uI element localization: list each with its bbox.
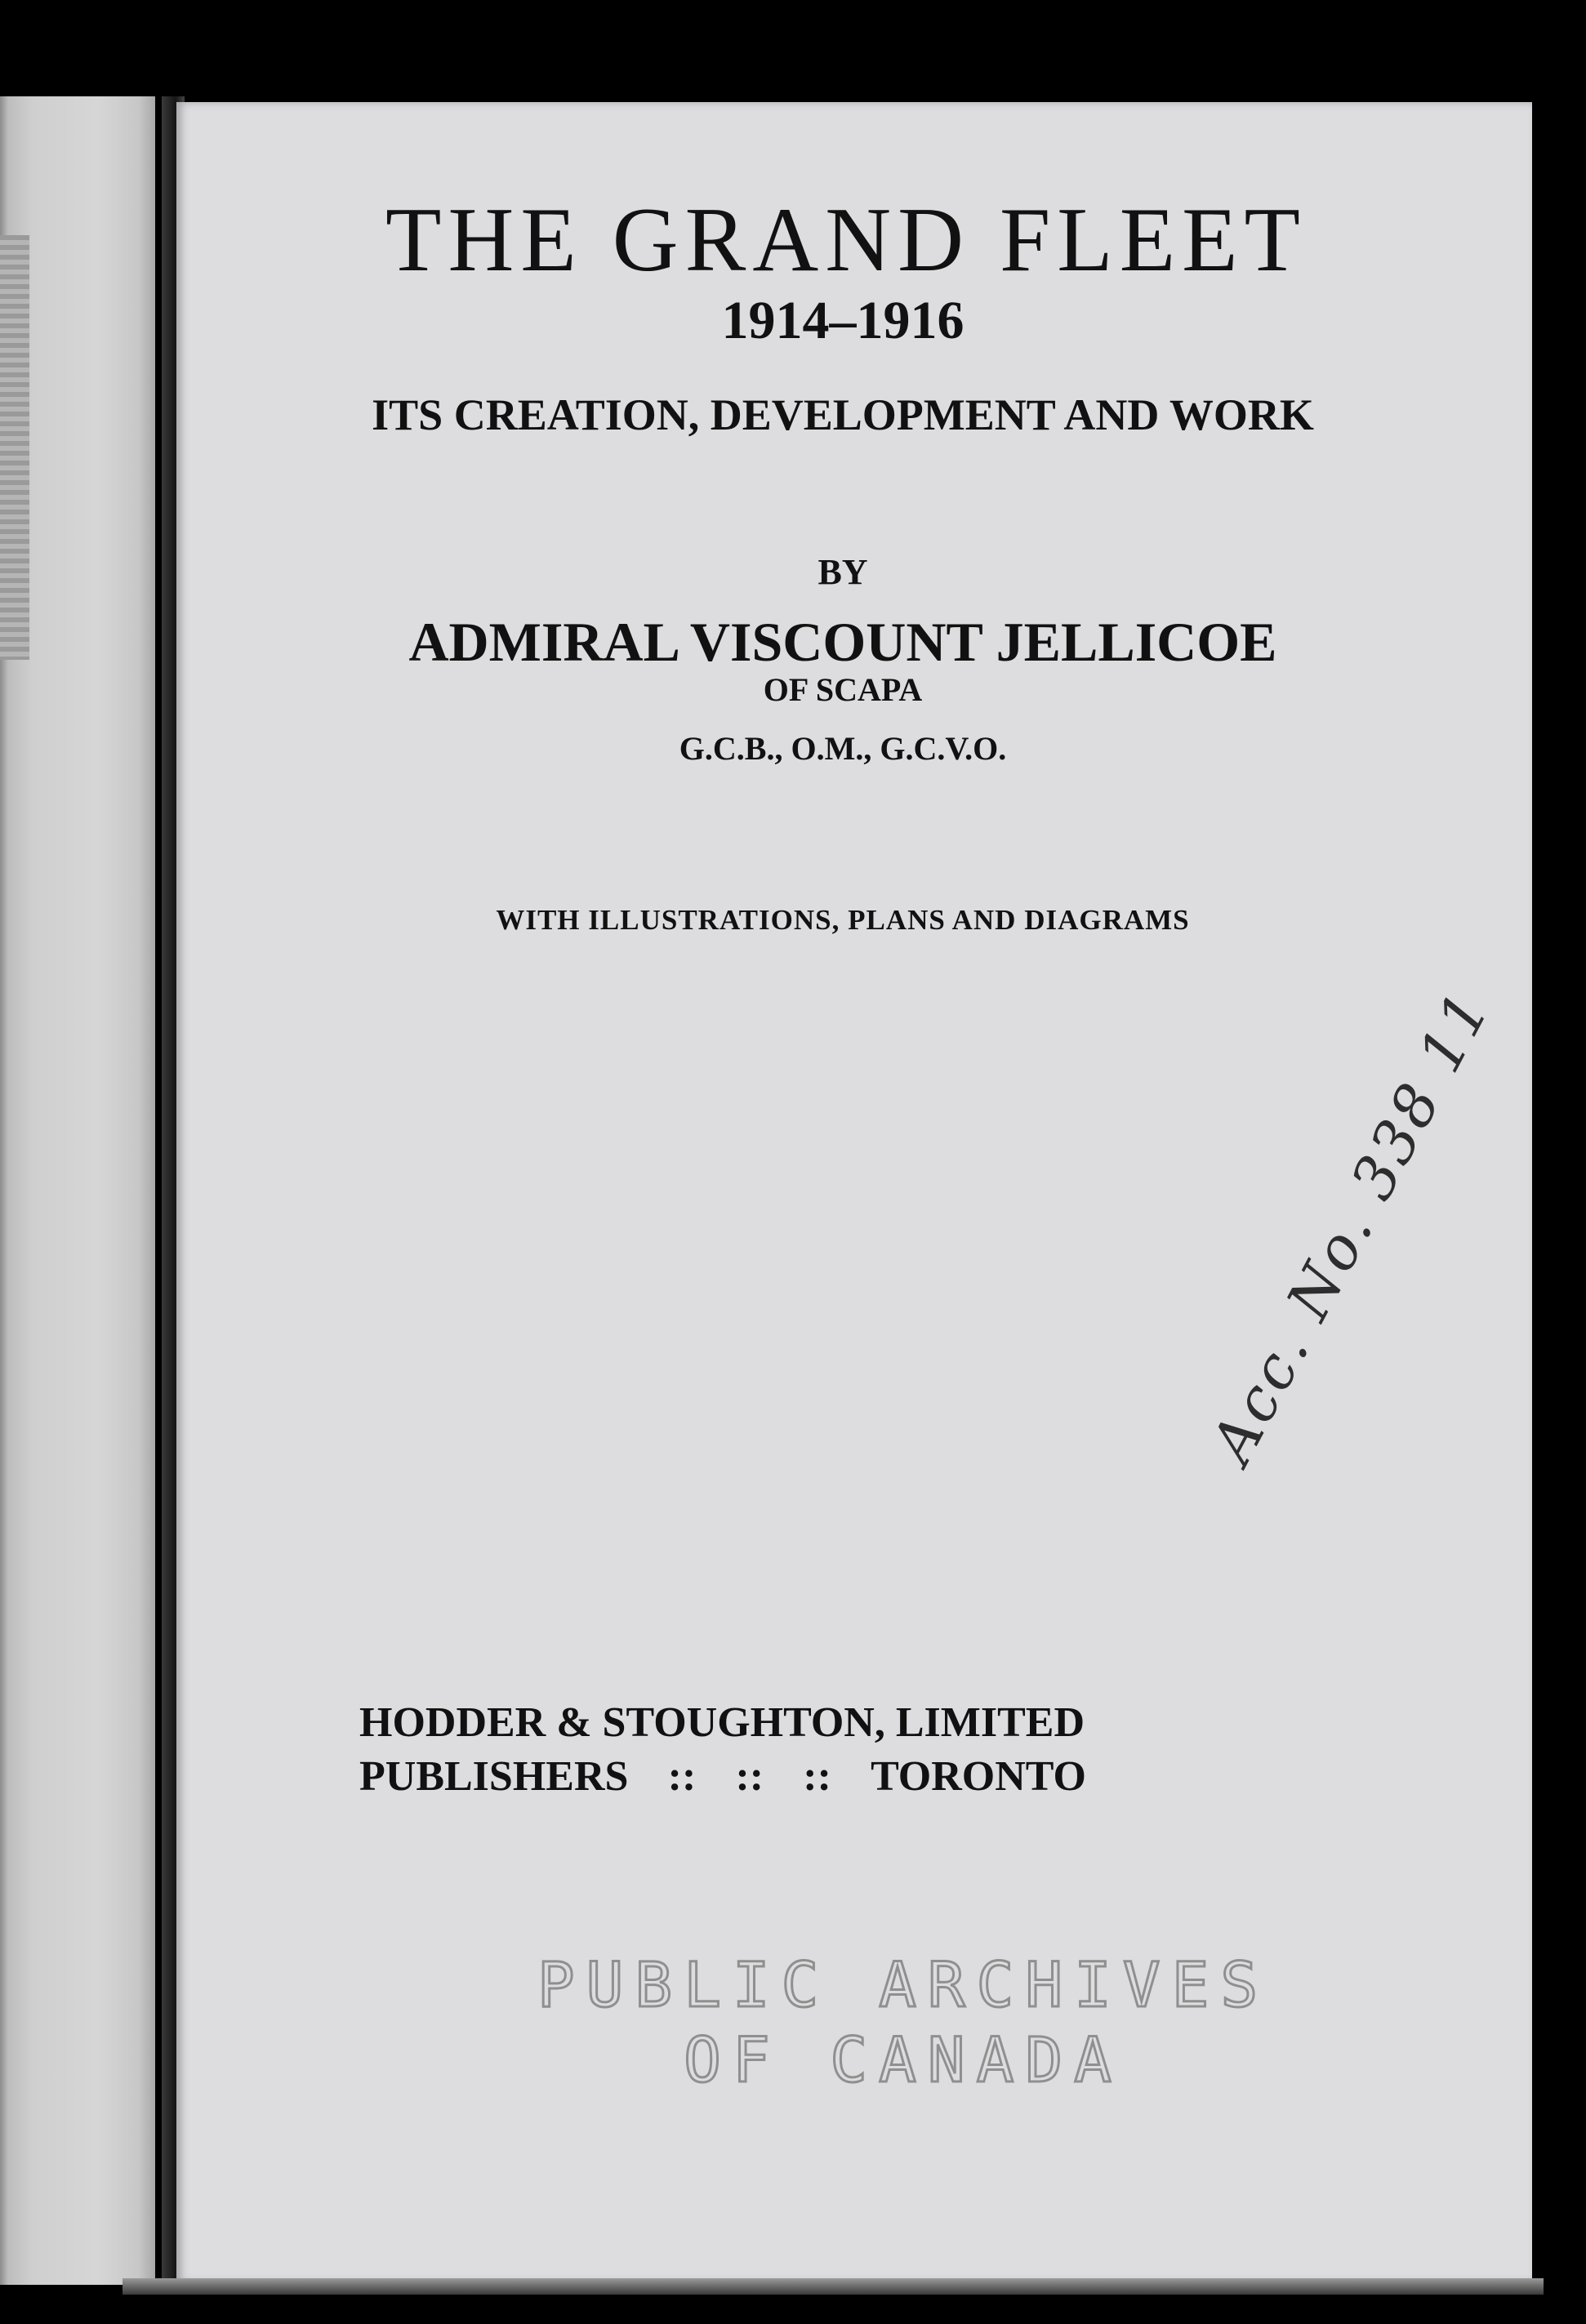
perforated-archive-stamp	[495, 1948, 1312, 2098]
handwritten-accession-note	[1197, 978, 1573, 1572]
publisher-role: PUBLISHERS	[359, 1753, 629, 1800]
separator: ::	[667, 1753, 697, 1800]
page-tab	[0, 235, 29, 660]
publisher-name: HODDER & STOUGHTON, LIMITED	[359, 1699, 1085, 1746]
adjacent-page-edge	[0, 96, 155, 2285]
book-dates: 1914–1916	[721, 291, 965, 350]
separator: ::	[803, 1753, 831, 1800]
publisher-name-row	[359, 1696, 1086, 1750]
author-name: ADMIRAL VISCOUNT JELLICOE	[408, 611, 1277, 673]
publisher-location-row	[359, 1750, 1086, 1804]
stamp-line-2: OF CANADA	[684, 2023, 1123, 2096]
publisher-imprint	[359, 1696, 1086, 1804]
book-title: THE GRAND FLEET	[385, 189, 1307, 291]
by-line: BY	[818, 552, 868, 592]
author-honours: G.C.B., O.M., G.C.V.O.	[679, 730, 1007, 767]
publisher-city: TORONTO	[871, 1753, 1086, 1800]
title-page	[176, 102, 1532, 2282]
illustrations-note: WITH ILLUSTRATIONS, PLANS AND DIAGRAMS	[496, 904, 1190, 936]
separator: ::	[735, 1753, 764, 1800]
stamp-line-1: PUBLIC ARCHIVES	[537, 1948, 1270, 2021]
author-place: OF SCAPA	[763, 671, 923, 708]
handwritten-text: Acc. No. 338 11	[1197, 978, 1504, 1474]
book-subtitle: ITS CREATION, DEVELOPMENT AND WORK	[372, 390, 1314, 439]
page-bottom-edge	[123, 2278, 1544, 2295]
